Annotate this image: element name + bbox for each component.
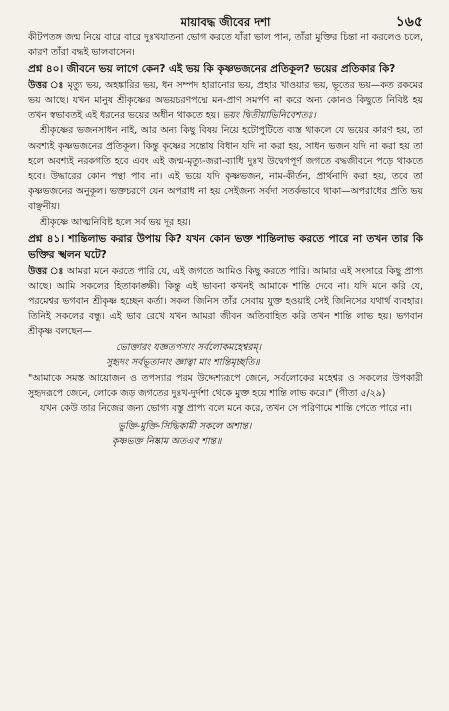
verse-1-line-1: ভোক্তারং যজ্ঞতপসাং সর্বলোকমহেশ্বরম্।	[116, 341, 262, 353]
verse-1-line-2: সুহৃদং সর্বভূতানাং জ্ঞাত্বা মাং শান্তিমৃচ্ছতি॥	[106, 356, 260, 368]
intro-paragraph: কীটপতঙ্গ জন্ম নিয়ে বারে বারে দুঃখযাতনা ভোগ করতে যাঁরা ভাল পান, তাঁরা মুক্তির চিন্তা না করলেও চলে, কারণ তাঁরা বদ্ধই ভালবাসেন।	[28, 32, 423, 59]
answer-40-reference: ভয়ং দ্বিতীয়াভিনিবেশতঃ।	[222, 110, 316, 122]
page-header	[28, 8, 423, 30]
answer-label: উত্তর ঃ	[28, 79, 64, 91]
question-40: প্রশ্ন ৪০। জীবনে ভয় লাগে কেন? এই ভয় কি কৃষ্ণভজনের প্রতিকূল? ভয়ের প্রতিকার কি?	[28, 63, 396, 76]
verse-2-line-1: ভুক্তি-মুক্তি-সিদ্ধিকামী সকলে অশান্ত।	[118, 420, 252, 432]
page-number: ১৬৫	[395, 14, 423, 30]
answer-41-text: আমরা মনে করতে পারি যে, এই জগতে আমিও কিছু করতে পারি। আমার এই সংসারে কিছু প্রাপ্য আছে। আমি সকলের হিতাকাঙ্ক্ষী। কিন্তু এই ভাবনা কখনই আমাকে শান্তি দেবে না। যদি মনে করি যে, পরমেশ্বর ভগবান শ্রীকৃষ্ণ হচ্ছেন কর্তা। সকল জিনিস তাঁর সেবায় যুক্ত হওয়াই সেই জিনিসের যথার্থ ব্যবহার। তিনিই সকলের বন্ধু। এই ভাব রেখে যখন আমরা জীবন অতিবাহিত করি তখন শান্তি লাভ হয়। ভগবান শ্রীকৃষ্ণ বলছেন—	[28, 265, 423, 338]
answer-40-paragraph-2: শ্রীকৃষ্ণের ভজনসাধন নাই, আর অন্য কিছু বিষয় নিয়ে হটোপুটিতে ব্যস্ত থাকলে যে ভয়ের কারণ হয়, তা অবশ্যই কৃষ্ণভজনের প্রতিকূল। কিন্তু কৃষ্ণের সন্তোষ বিধান যদি না করা হয়, সাধন ভজন যদি না করা হয় তা হলে অবশ্যই নরকগতি হবে এবং এই জন্ম-মৃত্যু-জরা-ব্যাধি দুঃখ উদ্বেগপূর্ণ জগতে বদ্ধজীবনে পড়ে থাকতে হবে। উদ্ধারের কোন পন্থা পাব না। এই ভয়ে যদি কৃষ্ণভজন, নাম-কীর্তন, প্রার্থনাদি করা হয়, তবে তা কৃষ্ণভজনের অনুকূল। ভক্তচরণে যেন অপরাধ না হয় সেইজন্য সর্বদা সতর্কভাবে থাকা—অপরাধের প্রতি ভয় বাঞ্ছনীয়।	[28, 125, 423, 213]
answer-label: উত্তর ঃ	[28, 265, 64, 277]
answer-41-paragraph-2: যখন কেউ তার নিজের জন্য ভোগ্য বস্তু প্রাপ্য বলে মনে করে, তখন সে পরিণামে শান্তি পেতে পারে না।	[40, 403, 412, 415]
page-body	[28, 30, 423, 449]
answer-40-paragraph-3: শ্রীকৃষ্ণে আত্মনিবিষ্ট হলে সর্ব ভয় দূর হয়।	[40, 216, 191, 228]
book-page	[28, 8, 423, 703]
running-title: মায়াবদ্ধ জীবের দশা	[180, 15, 271, 29]
verse-translation: "আমাকে সমস্ত আয়োজন ও তপস্যার পরম উদ্দেশ্যরূপে জেনে, সর্বলোকের মহেশ্বর ও সকলের উপকারী সুহৃদরূপে জেনে, লোকে জড় জগতের দুঃখ-দুর্দশা থেকে মুক্ত হয়ে শান্তি লাভ করে।" (গীতা ৫/২৯)	[28, 373, 423, 400]
answer-40-text: মৃত্যু ভয়, অহঙ্কারির ভয়, ধন সম্পদ হারানোর ভয়, প্রহার খাওয়ার ভয়, ভূতের ভয়—কত রকমের ভয় আছে। যখন মানুষ শ্রীকৃষ্ণের অভয়চরণপদ্মে মন-প্রাণ সমর্পণ না করে অন্য কোনও কিছুতে নিবিষ্ট হয় তখন স্বভাবতই এই ধরনের ভয়ের অধীন থাকতে হয়।	[28, 79, 423, 122]
answer-41-paragraph	[28, 264, 423, 340]
answer-40-paragraph	[28, 78, 423, 124]
verse-2-line-2: কৃষ্ণভক্ত নিষ্কাম অতএব শান্ত॥	[112, 435, 222, 447]
question-41: প্রশ্ন ৪১। শান্তিলাভ করার উপায় কি? যখন কোন ভক্ত শান্তিলাভ করতে পারে না তখন তার কি ভক্তির স্খলন ঘটে?	[28, 232, 423, 262]
